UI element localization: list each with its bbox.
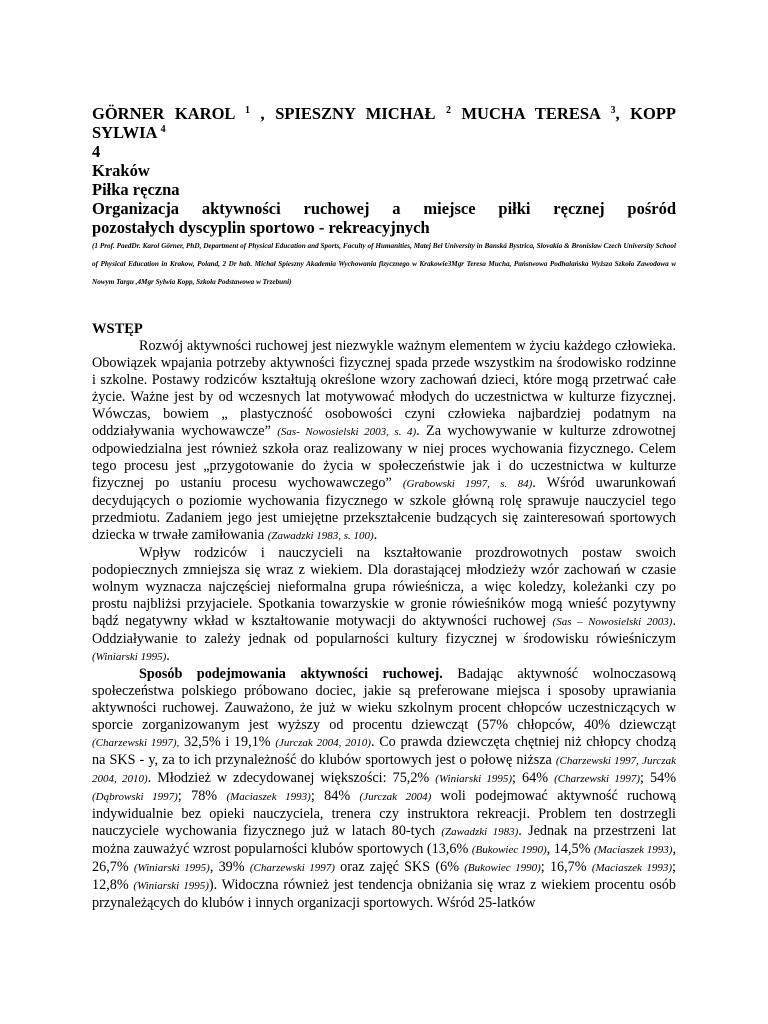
paragraph-1: [92, 338, 676, 545]
article-title: [92, 199, 676, 237]
paragraph-2: [92, 545, 676, 666]
text: , 14,5%: [546, 841, 594, 857]
citation: (Sas- Nowosielski 2003, s. 4): [277, 426, 417, 438]
city: Kraków: [92, 161, 150, 180]
text: ). Widoczna również jest tendencja obniżania się wraz z wiekiem procentu osób przynależących do klubów i innych organizacji sportowych. Wśród 25-latków: [92, 877, 676, 911]
citation: (Bukowiec 1990): [471, 844, 547, 856]
citation: (Jurczak 2004, 2010): [275, 737, 371, 749]
citation: (Maciaszek 1993): [593, 844, 673, 856]
document-page: [92, 104, 676, 912]
text: Wpływ rodziców i nauczycieli na kształtowanie prozdrowotnych postaw swoich podopiecznych zmniejsza się wraz z wiekiem. Dla dorastającej młodzieży wzór zachowań w czasie wolnym wyznacza najczęściej nieformalna grupa rówieśnicza, a więc koledzy, koleżanki czy po prostu najbliżsi przyjaciele. Spotkania towarzyskie w gronie rówieśników mogą wnieść pozytywny bądź negatywny wkład w kształtowanie motywacji do aktywności ruchowej: [92, 545, 676, 629]
author-kopp: , KOPP SYLWIA: [92, 104, 677, 142]
article-number: 4: [92, 142, 101, 161]
author-gorner: GÖRNER KAROL: [92, 104, 246, 123]
citation: (Maciaszek 1993): [226, 791, 311, 803]
text: .: [166, 648, 170, 664]
citation: (Dąbrowski 1997): [92, 791, 178, 803]
text: woli podejmować aktywność ruchową indywidualnie bez opieki nauczyciela, trenera czy instruktora rekreacji. Problem ten dostrzegli nauczyciele wychowania fizycznego już w latach 80-tych: [92, 788, 676, 839]
text: , 39%: [209, 859, 250, 875]
text: ; 78%: [177, 788, 227, 804]
citation: (Winiarski 1995): [133, 862, 210, 874]
citation: (Winiarski 1995): [92, 651, 167, 663]
text: . Jednak na przestrzeni lat można zauważyć wzrost popularności klubów sportowych (13,6%: [92, 823, 676, 857]
affiliations: (1 Prof. PaedDr. Karol Görner, PhD, Department of Physical Education and Sports, Faculty of Humanities, Matej Bel University in Banská Bystrica, Slovakia & Bronislaw Czech University School of Physical Education in Krakow, Poland, 2 Dr hab. Michał Spieszny Akademia Wychowania fizycznego w Krakowie3Mgr Teresa Mucha, Państwowa Podhalańska Wyższa Szkoła Zawodowa w Nowym Targu ,4Mgr Sylwia Kopp, Szkoła Podstawowa w Trzebuni): [92, 242, 676, 286]
text: Rozwój aktywności ruchowej jest niezwykle ważnym elementem w życiu każdego człowieka. Obowiązek wpajania potrzeby aktywności fizycznej spada przede wszystkim na środowisko rodzinne i szkolne. Postawy rodziców kształtują określone wzory zachowań dzieci, które mogą przetrwać całe życie. Ważne jest by od wczesnych lat motywować młodych do uczestnictwa w kulturze fizycznej. Wówczas, bowiem „ plastyczność osobowości czyni człowieka najbardziej podatnym na oddziaływania wychowawcze”: [92, 338, 676, 439]
text: . Za wychowywanie w kulturze zdrowotnej odpowiedzialna jest również szkoła oraz realizowany w niej proces wychowania fizycznego. Celem tego procesu jest „przygotowanie do życia w społeczeństwie jak i do uczestnictwa w kulturze fizycznej po ustaniu procesu wychowawczego”: [92, 423, 676, 491]
text: oraz zajęć SKS (6%: [334, 859, 465, 875]
author-sup: 1: [245, 105, 251, 116]
text: Badając aktywność wolnoczasową społeczeństwa polskiego próbowano dociec, jakie są preferowane miejsca i sposoby uprawiania aktywności ruchowej. Zauważono, że już w wieku szkolnym procent chłopców uczestniczących w sporcie zorganizowanym jest wyższy od procentu dziewcząt (57% chłopców, 40% dziewcząt: [92, 666, 676, 733]
text: , 26,7%: [92, 841, 677, 875]
text: ; 54%: [640, 770, 677, 786]
title-line-2: pozostałych dyscyplin sportowo - rekreacyjnych: [92, 218, 430, 237]
authors-line: [92, 104, 676, 142]
citation: (Sas – Nowosielski 2003): [552, 616, 673, 628]
citation: (Jurczak 2004): [359, 791, 432, 803]
text: ; 64%: [512, 770, 555, 786]
author-spieszny: , SPIESZNY MICHAŁ: [250, 104, 446, 123]
text: ; 84%: [310, 788, 360, 804]
bold-lead-in: Sposób podejmowania aktywności ruchowej.: [139, 666, 443, 682]
text: . Oddziaływanie to zależy jednak od popularności kultury fizycznej w środowisku rówieśniczym: [92, 613, 676, 647]
section-heading: WSTĘP: [92, 321, 143, 337]
citation: (Bukowiec 1990): [464, 862, 541, 874]
citation: (Zawadzki 1983, s. 100): [267, 530, 374, 542]
paragraph-3: [92, 666, 676, 912]
text: ; 16,7%: [540, 859, 592, 875]
citation: (Grabowski 1997, s. 84): [402, 478, 533, 490]
author-sup: 3: [610, 105, 616, 116]
citation: (Charzewski 1997, Jurczak 2004, 2010): [92, 755, 676, 785]
citation: (Maciaszek 1993): [591, 862, 673, 874]
text: 32,5% i 19,1%: [179, 734, 276, 750]
discipline: Piłka ręczna: [92, 180, 180, 199]
citation: (Charzewski 1997),: [92, 737, 180, 749]
citation: (Zawadzki 1983): [441, 826, 519, 838]
text: ; 12,8%: [92, 859, 676, 893]
author-sup: 2: [445, 105, 451, 116]
text: . Młodzież w zdecydowanej większości: 75,2%: [147, 770, 436, 786]
citation: (Charzewski 1997): [554, 773, 641, 785]
citation: (Winiarski 1995): [133, 880, 209, 892]
text: . Wśród uwarunkowań decydujących o poziomie wychowania fizycznego w szkole główną rolę sprawuje nauczyciel tego przedmiotu. Zadaniem jego jest umiejętne przekształcenie budzących się zainteresowań sportowych dziecka w trwałe zamiłowania: [92, 475, 676, 543]
citation: (Charzewski 1997): [249, 862, 335, 874]
citation: (Winiarski 1995): [435, 773, 513, 785]
title-line-1: Organizacja aktywności ruchowej a miejsce piłki ręcznej pośród: [92, 199, 676, 218]
text: .: [373, 527, 378, 543]
author-sup: 4: [160, 124, 166, 135]
text: . Co prawda dziewczęta chętniej niż chłopcy chodzą na SKS - y, za to ich przynależność do klubów sportowych jest o połowę niższa: [92, 734, 676, 768]
author-mucha: MUCHA TERESA: [450, 104, 611, 123]
